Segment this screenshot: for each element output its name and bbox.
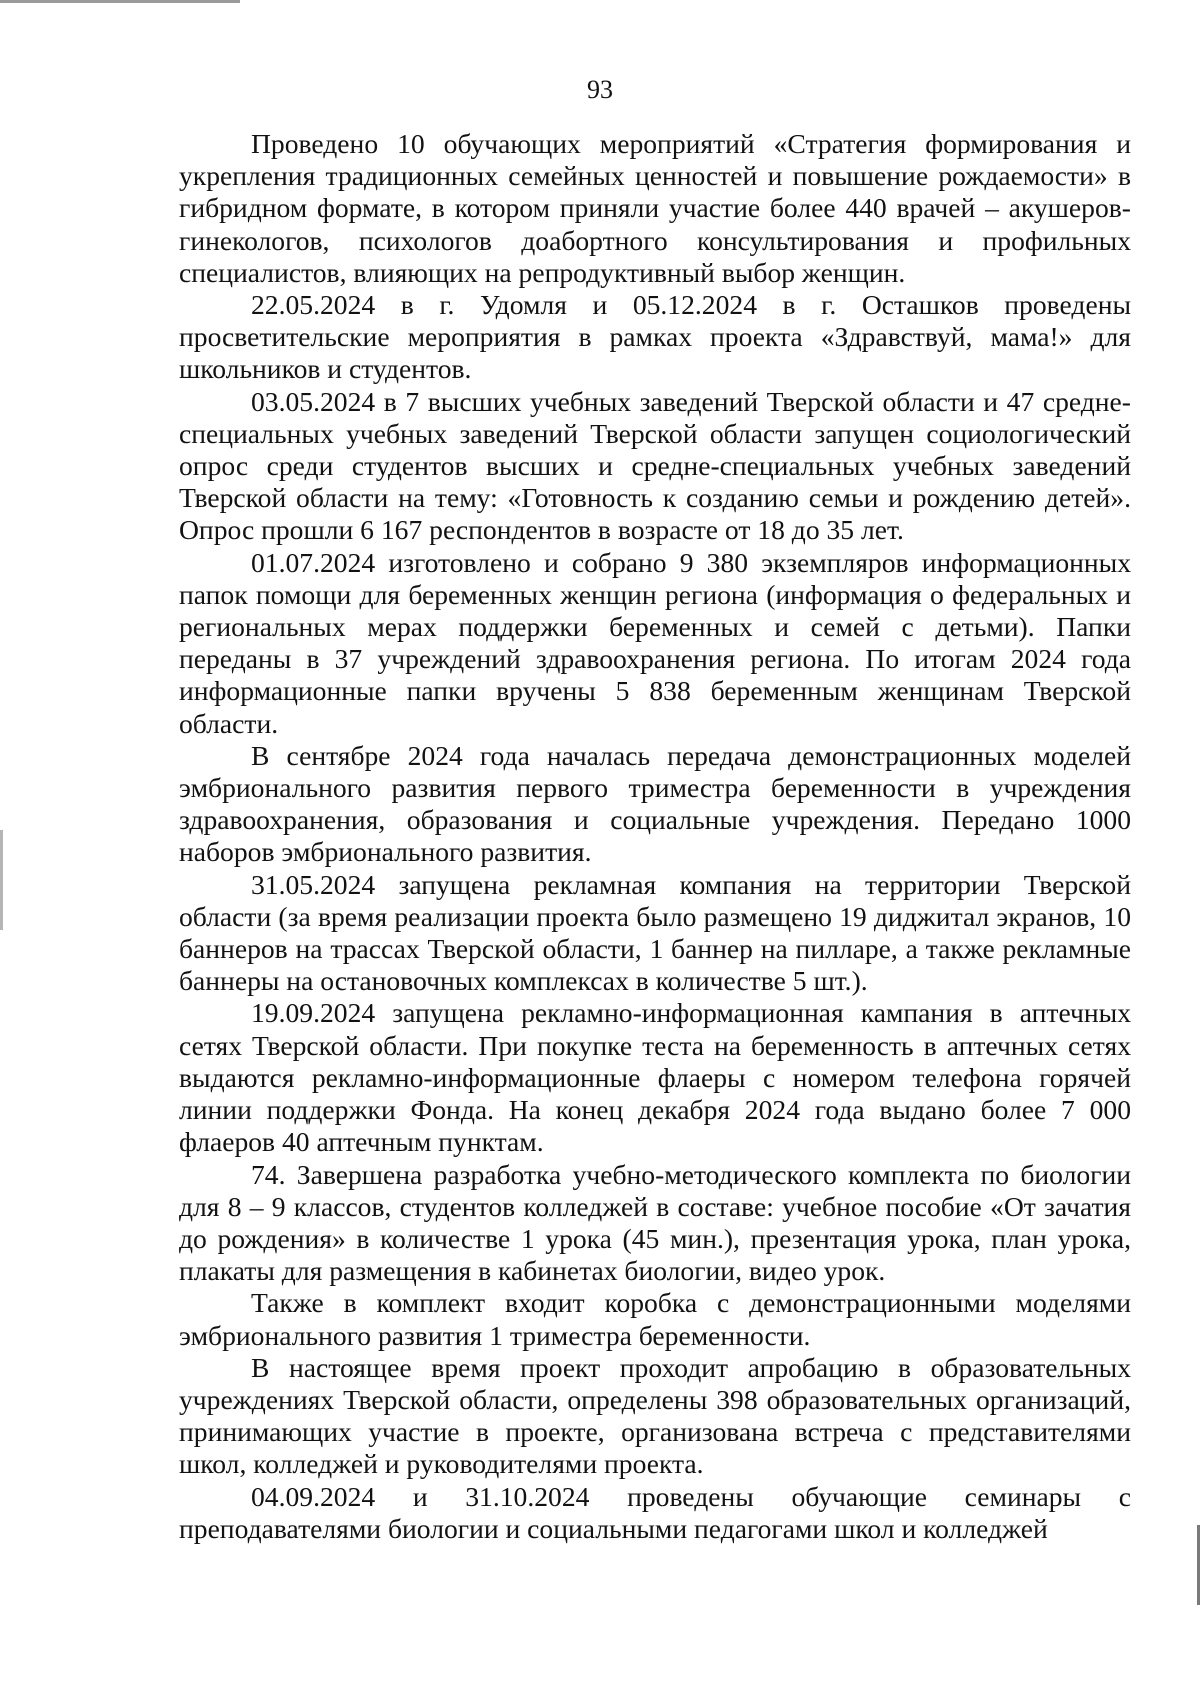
paragraph-biology-kit: 74. Завершена разработка учебно-методического комплекта по биологии для 8 – 9 классов, студентов колледжей в составе: учебное пособие «От зачатия до рождения» в количестве 1 урока (45 мин.), презентация урока, план урока, плакаты для размещения в кабинетах биологии, видео урок.: [179, 1158, 1131, 1287]
scan-edge-left: [0, 830, 3, 930]
paragraph-student-survey: 03.05.2024 в 7 высших учебных заведений Тверской области и 47 средне-специальных учебных заведений Тверской области запущен социологический опрос среди студентов высших и средне-специальных учебных заведений Тверской области на тему: «Готовность к созданию семьи и рождению детей». Опрос прошли 6 167 респондентов в возрасте от 18 до 35 лет.: [179, 385, 1131, 546]
page-number: 93: [587, 75, 613, 104]
paragraph-seminars: 04.09.2024 и 31.10.2024 проведены обучающие семинары с преподавателями биологии и социальными педагогами школ и колледжей: [179, 1480, 1131, 1544]
paragraph-kit-contents: Также в комплект входит коробка с демонстрационными моделями эмбрионального развития 1 триместра беременности.: [179, 1287, 1131, 1351]
paragraph-hello-mama: 22.05.2024 в г. Удомля и 05.12.2024 в г. Осташков проведены просветительские мероприятия в рамках проекта «Здравствуй, мама!» для школьников и студентов.: [179, 289, 1131, 385]
document-body: [179, 128, 1131, 1545]
paragraph-project-approbation: В настоящее время проект проходит апробацию в образовательных учреждениях Тверской области, определены 398 образовательных организаций, принимающих участие в проекте, организована встреча с представителями школ, колледжей и руководителями проекта.: [179, 1351, 1131, 1480]
paragraph-pharmacy-campaign: 19.09.2024 запущена рекламно-информационная кампания в аптечных сетях Тверской области. При покупке теста на беременность в аптечных сетях выдаются рекламно-информационные флаеры с номером телефона горячей линии поддержки Фонда. На конец декабря 2024 года выдано более 7 000 флаеров 40 аптечным пунктам.: [179, 997, 1131, 1158]
paragraph-training-events: Проведено 10 обучающих мероприятий «Стратегия формирования и укрепления традиционных семейных ценностей и повышение рождаемости» в гибридном формате, в котором приняли участие более 440 врачей – акушеров-гинекологов, психологов доабортного консультирования и профильных специалистов, влияющих на репродуктивный выбор женщин.: [179, 128, 1131, 288]
scan-edge-top: [0, 0, 240, 3]
paragraph-embryo-models: В сентябре 2024 года началась передача демонстрационных моделей эмбрионального развития первого триместра беременности в учреждения здравоохранения, образования и социальные учреждения. Передано 1000 наборов эмбрионального развития.: [179, 739, 1131, 868]
paragraph-ad-campaign: 31.05.2024 запущена рекламная компания на территории Тверской области (за время реализации проекта было размещено 19 диджитал экранов, 10 баннеров на трассах Тверской области, 1 баннер на пилларе, а также рекламные баннеры на остановочных комплексах в количестве 5 шт.).: [179, 868, 1131, 997]
paragraph-info-folders: 01.07.2024 изготовлено и собрано 9 380 экземпляров информационных папок помощи для беременных женщин региона (информация о федеральных и региональных мерах поддержки беременных и семей с детьми). Папки переданы в 37 учреждений здравоохранения региона. По итогам 2024 года информационные папки вручены 5 838 беременным женщинам Тверской области.: [179, 546, 1131, 739]
